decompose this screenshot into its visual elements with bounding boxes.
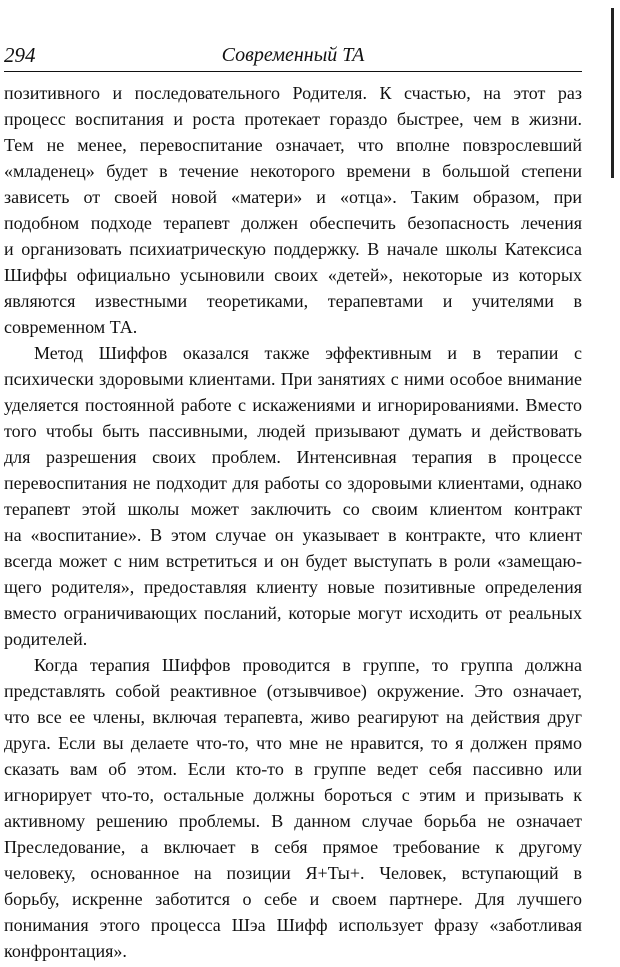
- page-header: [4, 42, 582, 72]
- text-line: позитивного и последовательного Родителя. К счастью, на этот раз: [4, 83, 582, 103]
- text-line: что все ее члены, включая терапевта, живо реагируют на действия друг: [4, 707, 582, 727]
- text-line: перевоспитания не подходит для работы со здоровыми клиентами, однако: [4, 473, 582, 493]
- text-line: уделяется постоянной работе с искажениями и игнорированиями. Вместо: [4, 395, 582, 415]
- text-line: друга. Если вы делаете что-то, что мне не нравится, то я должен прямо: [4, 733, 582, 753]
- text-line: Метод Шиффов оказался также эффективным и в терапии с: [34, 343, 582, 363]
- running-title: Современный ТА: [221, 44, 365, 66]
- body-text: [4, 80, 582, 964]
- text-line: на «воспитание». В этом случае он указывает в контракте, что клиент: [4, 525, 582, 545]
- page-number: 294: [4, 43, 36, 67]
- text-line: «младенец» будет в течение некоторого времени в большой степени: [4, 161, 582, 181]
- text-line: и организовать психиатрическую поддержку. В начале школы Катексиса: [4, 239, 582, 259]
- text-line: понимания этого процесса Шэа Шифф использует фразу «заботливая: [4, 915, 582, 935]
- text-line: сказать вам об этом. Если кто-то в группе ведет себя пассивно или: [4, 759, 582, 779]
- text-line: активному решению проблемы. В данном случае борьба не означает: [4, 811, 582, 831]
- text-line: процесс воспитания и роста протекает гораздо быстрее, чем в жизни.: [4, 109, 582, 129]
- text-line: игнорирует что-то, остальные должны бороться с этим и призывать к: [4, 785, 582, 805]
- text-line: родителей.: [4, 629, 88, 649]
- text-line: Когда терапия Шиффов проводится в группе, то группа должна: [34, 655, 582, 675]
- text-line: человеку, основанное на позиции Я+Ты+. Человек, вступающий в: [4, 863, 582, 883]
- text-line: конфронтация».: [4, 941, 127, 961]
- page-edge-mark: [611, 8, 614, 178]
- text-line: зависеть от своей новой «матери» и «отца». Таким образом, при: [4, 187, 582, 207]
- text-line: Преследование, а включает в себя прямое требование к другому: [4, 837, 582, 857]
- text-line: психически здоровыми клиентами. При занятиях с ними особое внимание: [4, 369, 582, 389]
- paragraph: [4, 340, 582, 652]
- paragraph: [4, 80, 582, 340]
- text-line: Тем не менее, перевоспитание означает, что вполне повзрослевший: [4, 135, 582, 155]
- text-line: вместо ограничивающих посланий, которые могут исходить от реальных: [4, 603, 582, 623]
- paragraph: [4, 652, 582, 964]
- text-line: всегда может с ним встретиться и он будет выступать в роли «замещаю-: [4, 551, 582, 571]
- text-line: представлять собой реактивное (отзывчивое) окружение. Это означает,: [4, 681, 582, 701]
- text-line: подобном подходе терапевт должен обеспечить безопасность лечения: [4, 213, 582, 233]
- text-line: являются известными теоретиками, терапевтами и учителями в: [4, 291, 582, 311]
- text-line: современном ТА.: [4, 317, 138, 337]
- text-line: того чтобы быть пассивными, людей призывают думать и действовать: [4, 421, 582, 441]
- text-line: щего родителя», предоставляя клиенту новые позитивные определения: [4, 577, 582, 597]
- text-line: терапевт этой школы может заключить со своим клиентом контракт: [4, 499, 582, 519]
- text-line: борьбу, искренне заботится о себе и своем партнере. Для лучшего: [4, 889, 582, 909]
- text-line: Шиффы официально усыновили своих «детей», некоторые из которых: [4, 265, 582, 285]
- text-line: для разрешения своих проблем. Интенсивная терапия в процессе: [4, 447, 582, 467]
- header-rule: [4, 71, 582, 72]
